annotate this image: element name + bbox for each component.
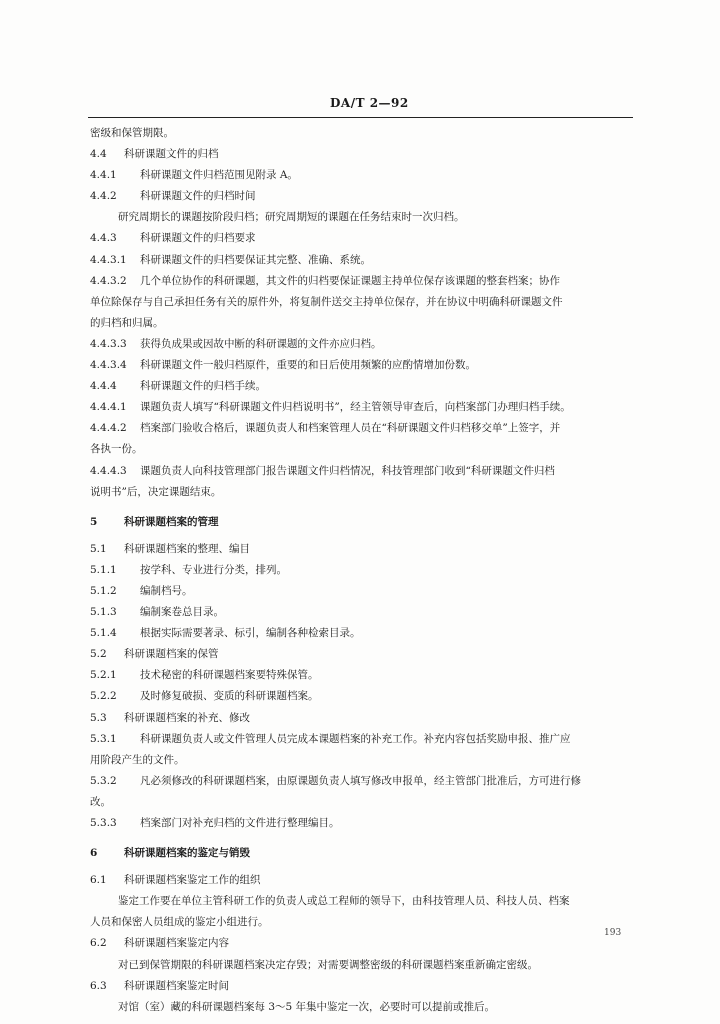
clause-text: 的归档和归属。 bbox=[90, 316, 164, 329]
clause-line bbox=[90, 418, 635, 439]
clause-text: 人员和保密人员组成的鉴定小组进行。 bbox=[90, 916, 269, 929]
section-gap bbox=[90, 834, 635, 840]
clause-text: 编制案卷总目录。 bbox=[140, 606, 224, 619]
clause-line bbox=[90, 976, 635, 997]
clause-number: 5.1.3 bbox=[90, 606, 117, 619]
clause-text: 技术秘密的科研课题档案要特殊保管。 bbox=[140, 669, 319, 682]
clause-text: 科研课题档案鉴定时间 bbox=[124, 979, 229, 992]
clause-number: 5.3.3 bbox=[90, 817, 117, 829]
clause-number: 6 bbox=[90, 847, 98, 860]
clause-text: 科研课题档案的管理 bbox=[124, 515, 219, 528]
section-gap bbox=[90, 503, 635, 509]
clause-text: 科研课题档案的整理、编目 bbox=[124, 542, 250, 555]
clause-text: 科研课题档案的补充、修改 bbox=[124, 711, 250, 724]
clause-number: 4.4.3.2 bbox=[90, 274, 127, 287]
clause-number: 4.4.4.2 bbox=[90, 422, 127, 435]
clause-number: 6.2 bbox=[90, 937, 107, 950]
clause-line bbox=[90, 186, 635, 207]
clause-text: 科研课题档案的保管 bbox=[124, 648, 219, 661]
clause-text: 及时修复破损、变质的科研课题档案。 bbox=[140, 690, 319, 703]
clause-line bbox=[90, 461, 635, 482]
clause-number: 5.3.1 bbox=[90, 732, 117, 745]
clause-number: 4.4 bbox=[90, 148, 107, 161]
clause-text: 科研课题档案鉴定内容 bbox=[124, 937, 229, 950]
clause-line bbox=[90, 813, 635, 834]
clause-number: 4.4.1 bbox=[90, 169, 117, 182]
clause-number: 5 bbox=[90, 515, 98, 528]
clause-number: 5.2.2 bbox=[90, 690, 117, 703]
clause-number: 4.4.4 bbox=[90, 380, 117, 393]
clause-line bbox=[90, 144, 635, 165]
text-line bbox=[90, 955, 635, 976]
clause-text: 科研课题文件归档范围见附录 A。 bbox=[140, 169, 298, 182]
clause-text: 凡必须修改的科研课题档案，由原课题负责人填写修改申报单，经主管部门批准后，方可进行修 bbox=[140, 774, 581, 787]
section-heading bbox=[90, 843, 635, 864]
clause-text: 科研课题文件的归档手续。 bbox=[140, 380, 266, 393]
text-line bbox=[90, 891, 635, 912]
clause-text: 课题负责人填写“科研课题文件归档说明书”，经主管领导审查后，向档案部门办理归档手续。 bbox=[140, 401, 571, 414]
document-header: DA/T 2—92 bbox=[330, 96, 409, 110]
clause-line bbox=[90, 228, 635, 249]
text-line bbox=[90, 439, 635, 460]
clause-text: 档案部门对补充归档的文件进行整理编目。 bbox=[140, 817, 340, 829]
clause-text: 鉴定工作要在单位主管科研工作的负责人或总工程师的领导下，由科技管理人员、科技人员、档案 bbox=[118, 895, 570, 908]
clause-line bbox=[90, 250, 635, 271]
section-heading bbox=[90, 512, 635, 533]
clause-text: 改。 bbox=[90, 795, 111, 808]
clause-text: 编制档号。 bbox=[140, 584, 193, 597]
clause-line bbox=[90, 708, 635, 729]
clause-number: 4.4.3.1 bbox=[90, 253, 127, 266]
clause-line bbox=[90, 271, 635, 292]
text-line bbox=[90, 123, 635, 144]
clause-number: 5.1.1 bbox=[90, 563, 117, 576]
clause-text: 对馆（室）藏的科研课题档案每 3～5 年集中鉴定一次，必要时可以提前或推后。 bbox=[118, 1000, 496, 1013]
clause-number: 4.4.4.3 bbox=[90, 464, 127, 477]
clause-line bbox=[90, 623, 635, 644]
clause-text: 各执一份。 bbox=[90, 443, 143, 456]
clause-text: 单位除保存与自己承担任务有关的原件外，将复制件送交主持单位保存，并在协议中明确科研课题文件 bbox=[90, 295, 563, 308]
clause-line bbox=[90, 729, 635, 750]
clause-line bbox=[90, 560, 635, 581]
clause-line bbox=[90, 644, 635, 665]
clause-text: 科研课题文件的归档要求 bbox=[140, 232, 256, 245]
clause-text: 研究周期长的课题按阶段归档；研究周期短的课题在任务结束时一次归档。 bbox=[118, 211, 465, 224]
document-body bbox=[90, 123, 635, 1018]
clause-text: 密级和保管期限。 bbox=[90, 127, 174, 139]
text-line bbox=[90, 207, 635, 228]
clause-number: 5.1.4 bbox=[90, 627, 117, 640]
text-line bbox=[90, 482, 635, 503]
clause-text: 用阶段产生的文件。 bbox=[90, 753, 185, 766]
clause-text: 科研课题档案鉴定工作的组织 bbox=[124, 874, 261, 887]
clause-number: 4.4.2 bbox=[90, 190, 117, 203]
clause-line bbox=[90, 334, 635, 355]
clause-text: 获得负成果或因故中断的科研课题的文件亦应归档。 bbox=[140, 337, 382, 350]
clause-text: 科研课题文件的归档时间 bbox=[140, 190, 256, 203]
clause-text: 说明书”后，决定课题结束。 bbox=[90, 485, 222, 498]
clause-text: 档案部门验收合格后，课题负责人和档案管理人员在“科研课题文件归档移交单”上签字，并 bbox=[140, 422, 561, 435]
clause-line bbox=[90, 539, 635, 560]
clause-line bbox=[90, 870, 635, 891]
clause-line bbox=[90, 665, 635, 686]
clause-number: 5.1 bbox=[90, 542, 107, 555]
clause-line bbox=[90, 686, 635, 707]
text-line bbox=[90, 292, 635, 313]
clause-line bbox=[90, 771, 635, 792]
clause-number: 5.1.2 bbox=[90, 584, 117, 597]
clause-text: 根据实际需要著录、标引，编制各种检索目录。 bbox=[140, 627, 361, 640]
clause-number: 4.4.3.4 bbox=[90, 359, 127, 372]
clause-line bbox=[90, 355, 635, 376]
clause-text: 科研课题文件一般归档原件，重要的和日后使用频繁的应酌情增加份数。 bbox=[140, 359, 476, 372]
clause-number: 4.4.3.3 bbox=[90, 337, 127, 350]
text-line bbox=[90, 792, 635, 813]
clause-number: 5.2.1 bbox=[90, 669, 117, 682]
text-line bbox=[90, 912, 635, 933]
clause-number: 5.3.2 bbox=[90, 774, 117, 787]
clause-text: 科研课题文件的归档要保证其完整、准确、系统。 bbox=[140, 253, 371, 266]
text-line bbox=[90, 313, 635, 334]
clause-text: 对已到保管期限的科研课题档案决定存毁；对需要调整密级的科研课题档案重新确定密级。 bbox=[118, 958, 538, 971]
clause-number: 4.4.3 bbox=[90, 232, 117, 245]
text-line bbox=[90, 750, 635, 771]
clause-number: 5.3 bbox=[90, 711, 107, 724]
clause-number: 4.4.4.1 bbox=[90, 401, 127, 414]
clause-text: 科研课题档案的鉴定与销毁 bbox=[124, 847, 250, 860]
clause-line bbox=[90, 933, 635, 954]
clause-line bbox=[90, 602, 635, 623]
header-rule bbox=[88, 117, 633, 118]
clause-text: 科研课题文件的归档 bbox=[124, 148, 219, 161]
clause-text: 科研课题负责人或文件管理人员完成本课题档案的补充工作。补充内容包括奖励申报、推广应 bbox=[140, 732, 571, 745]
clause-text: 按学科、专业进行分类，排列。 bbox=[140, 563, 287, 576]
clause-number: 5.2 bbox=[90, 648, 107, 661]
clause-text: 课题负责人向科技管理部门报告课题文件归档情况，科技管理部门收到“科研课题文件归档 bbox=[140, 464, 555, 477]
text-line bbox=[90, 997, 635, 1018]
page-number: 193 bbox=[604, 928, 622, 938]
clause-line bbox=[90, 397, 635, 418]
clause-line bbox=[90, 165, 635, 186]
clause-line bbox=[90, 376, 635, 397]
clause-number: 6.3 bbox=[90, 979, 107, 992]
clause-text: 几个单位协作的科研课题，其文件的归档要保证课题主持单位保存该课题的整套档案；协作 bbox=[140, 274, 560, 287]
clause-line bbox=[90, 581, 635, 602]
clause-number: 6.1 bbox=[90, 874, 107, 887]
